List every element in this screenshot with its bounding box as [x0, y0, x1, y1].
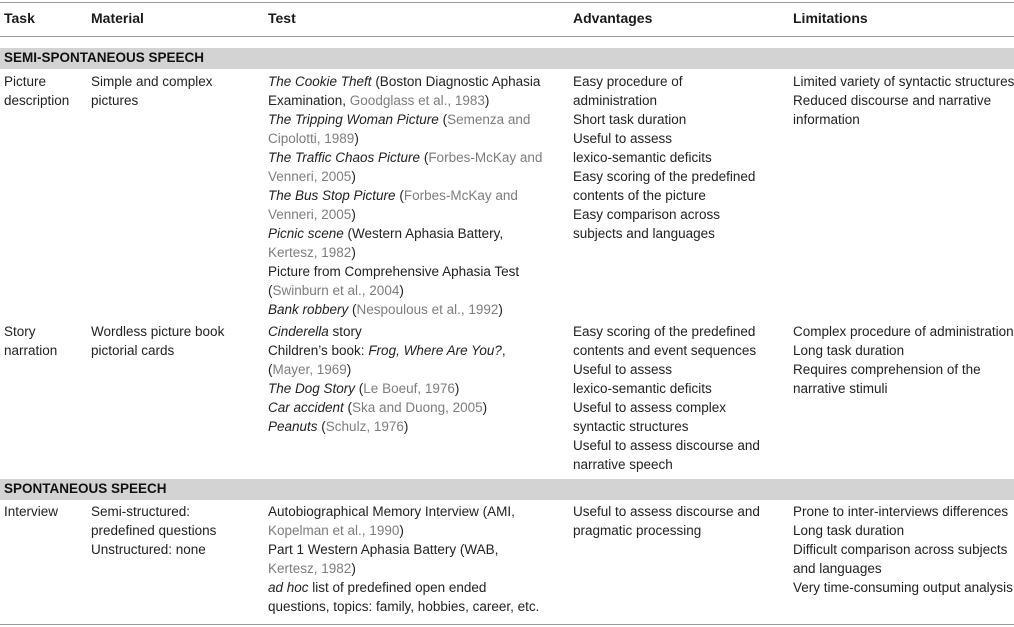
row-limitations-story-narration	[793, 322, 1014, 398]
test-text: )	[351, 245, 356, 260]
test-line	[268, 110, 542, 129]
test-text: Examination,	[268, 93, 350, 108]
test-title: The Bus Stop Picture	[268, 188, 396, 203]
cell-line: Simple and complex	[91, 74, 213, 89]
test-text: )	[354, 131, 359, 146]
citation: Le Boeuf, 1976	[363, 381, 455, 396]
test-line	[268, 205, 542, 224]
test-title: Cinderella	[268, 324, 329, 339]
test-line	[268, 186, 542, 205]
test-title: Frog, Where Are You?	[368, 343, 502, 358]
test-text: (	[348, 302, 357, 317]
header-advantages: Advantages	[573, 10, 653, 26]
test-text: questions, topics: family, hobbies, career, etc.	[268, 599, 540, 614]
citation: Venneri, 2005	[268, 169, 352, 184]
cell-line: Story	[4, 324, 36, 339]
test-line	[268, 148, 542, 167]
row-task-story-narration	[4, 322, 57, 360]
cell-line: Picture	[4, 74, 47, 89]
test-text: )	[399, 283, 404, 298]
cell-line: Difficult comparison across subjects	[793, 542, 1008, 557]
cell-line: pictorial cards	[91, 343, 175, 358]
test-text: )	[351, 561, 356, 576]
citation: Kertesz, 1982	[268, 561, 352, 576]
test-line	[268, 91, 542, 110]
citation: Schulz, 1976	[325, 419, 404, 434]
citation: Cipolotti, 1989	[268, 131, 355, 146]
citation: Ska and Duong, 2005	[352, 400, 483, 415]
test-line	[268, 360, 506, 379]
test-text: )	[498, 302, 503, 317]
test-line	[268, 300, 542, 319]
cell-line: subjects and languages	[573, 226, 715, 241]
row-advantages-story-narration	[573, 322, 760, 474]
cell-line: Useful to assess	[573, 131, 673, 146]
cell-line: Very time-consuming output analysis	[793, 580, 1013, 595]
cell-line: administration	[573, 93, 658, 108]
test-text: ,	[501, 343, 506, 358]
cell-line: Wordless picture book	[91, 324, 225, 339]
test-line	[268, 597, 539, 616]
row-test-interview	[268, 502, 539, 616]
test-title: The Cookie Theft	[268, 74, 372, 89]
bottom-rule	[0, 624, 1014, 625]
cell-line: contents and event sequences	[573, 343, 757, 358]
section-spontaneous	[0, 479, 1014, 500]
test-text: (Boston Diagnostic Aphasia	[371, 74, 541, 89]
citation: Kopelman et al., 1990	[268, 523, 400, 538]
cell-line: narrative stimuli	[793, 381, 888, 396]
test-text: Children’s book:	[268, 343, 369, 358]
cell-line: predefined questions	[91, 523, 217, 538]
cell-line: syntactic structures	[573, 419, 689, 434]
test-text: )	[482, 400, 488, 415]
row-advantages-picture-description	[573, 72, 755, 243]
cell-line: Easy comparison across	[573, 207, 721, 222]
test-title: Car accident	[268, 400, 344, 415]
test-text: )	[346, 362, 352, 377]
test-text: )	[403, 419, 409, 434]
test-text: story	[328, 324, 362, 339]
test-line	[268, 417, 506, 436]
cell-line: Requires comprehension of the	[793, 362, 981, 377]
test-line	[268, 262, 542, 281]
row-material-picture-description	[91, 72, 213, 110]
test-title: Bank robbery	[268, 302, 349, 317]
test-line	[268, 398, 506, 417]
test-text: Part 1 Western Aphasia Battery (WAB,	[268, 542, 499, 557]
test-text: Autobiographical Memory Interview (AMI,	[268, 504, 515, 519]
test-title: The Dog Story	[268, 381, 356, 396]
cell-line: Easy scoring of the predefined	[573, 324, 756, 339]
test-text: (	[317, 419, 326, 434]
header-material: Material	[91, 10, 144, 26]
cell-line: lexico-semantic deficits	[573, 381, 712, 396]
citation: Kertesz, 1982	[268, 245, 352, 260]
citation: Nespoulous et al., 1992	[356, 302, 499, 317]
cell-line: pictures	[91, 93, 139, 108]
test-line	[268, 502, 539, 521]
cell-line: Short task duration	[573, 112, 687, 127]
test-text: list of predefined open ended	[308, 580, 487, 595]
citation: Forbes-McKay and	[428, 150, 543, 165]
test-line	[268, 559, 539, 578]
row-task-picture-description	[4, 72, 69, 110]
cell-line: Easy procedure of	[573, 74, 683, 89]
test-text: (	[420, 150, 429, 165]
cell-line: pragmatic processing	[573, 523, 702, 538]
test-line	[268, 379, 506, 398]
header-task: Task	[4, 10, 35, 26]
cell-line: description	[4, 93, 70, 108]
cell-line: Useful to assess	[573, 362, 673, 377]
section-title: SEMI-SPONTANEOUS SPEECH	[4, 50, 205, 65]
test-title: The Traffic Chaos Picture	[268, 150, 421, 165]
test-text: (	[355, 381, 364, 396]
test-text: (	[268, 362, 273, 377]
test-line	[268, 521, 539, 540]
cell-line: Interview	[4, 504, 59, 519]
row-limitations-interview	[793, 502, 1013, 597]
cell-line: lexico-semantic deficits	[573, 150, 712, 165]
cell-line: Reduced discourse and narrative	[793, 93, 992, 108]
cell-line: Useful to assess discourse and	[573, 438, 760, 453]
row-limitations-picture-description	[793, 72, 1014, 129]
citation: Forbes-McKay and	[403, 188, 518, 203]
test-line	[268, 540, 539, 559]
row-material-interview	[91, 502, 216, 559]
test-title: The Tripping Woman Picture	[268, 112, 439, 127]
cell-line: Prone to inter-interviews differences	[793, 504, 1009, 519]
citation: Semenza and	[447, 112, 531, 127]
test-text: )	[351, 169, 356, 184]
cell-line: narration	[4, 343, 58, 358]
test-text: )	[399, 523, 404, 538]
test-line	[268, 129, 542, 148]
header-limitations: Limitations	[793, 10, 868, 26]
test-title: Picnic scene	[268, 226, 344, 241]
test-text: Picture from Comprehensive Aphasia Test	[268, 264, 520, 279]
citation: Swinburn et al., 2004	[272, 283, 400, 298]
test-line	[268, 224, 542, 243]
test-line	[268, 167, 542, 186]
section-semi-spontaneous	[0, 48, 1014, 69]
cell-line: Semi-structured:	[91, 504, 191, 519]
cell-line: Easy scoring of the predefined	[573, 169, 756, 184]
cell-line: information	[793, 112, 860, 127]
header-rule	[0, 36, 1014, 37]
cell-line: Complex procedure of administration	[793, 324, 1014, 339]
test-title: ad hoc	[268, 580, 309, 595]
row-test-picture-description	[268, 72, 542, 319]
cell-line: and languages	[793, 561, 882, 576]
cell-line: contents of the picture	[573, 188, 706, 203]
cell-line: Long task duration	[793, 343, 905, 358]
test-line	[268, 322, 506, 341]
test-title: Peanuts	[268, 419, 318, 434]
cell-line: Useful to assess complex	[573, 400, 727, 415]
test-text: )	[351, 207, 356, 222]
section-title: SPONTANEOUS SPEECH	[4, 481, 167, 496]
header-test: Test	[268, 10, 296, 26]
test-text: (Western Aphasia Battery,	[343, 226, 504, 241]
row-task-interview	[4, 502, 58, 521]
test-text: (	[438, 112, 448, 127]
row-material-story-narration	[91, 322, 224, 360]
row-advantages-interview	[573, 502, 760, 540]
cell-line: Limited variety of syntactic structures	[793, 74, 1014, 89]
test-text: )	[454, 381, 460, 396]
test-text: (	[395, 188, 404, 203]
citation: Mayer, 1969	[272, 362, 347, 377]
row-test-story-narration	[268, 322, 506, 436]
cell-line: Long task duration	[793, 523, 905, 538]
cell-line: Unstructured: none	[91, 542, 206, 557]
test-text: (	[343, 400, 353, 415]
test-line	[268, 281, 542, 300]
test-line	[268, 578, 539, 597]
test-line	[268, 72, 542, 91]
test-line	[268, 243, 542, 262]
cell-line: narrative speech	[573, 457, 673, 472]
citation: Venneri, 2005	[268, 207, 352, 222]
citation: Goodglass et al., 1983	[349, 93, 485, 108]
cell-line: Useful to assess discourse and	[573, 504, 760, 519]
test-line	[268, 341, 506, 360]
test-text: (	[268, 283, 273, 298]
test-text: )	[484, 93, 490, 108]
top-rule	[0, 2, 1014, 3]
